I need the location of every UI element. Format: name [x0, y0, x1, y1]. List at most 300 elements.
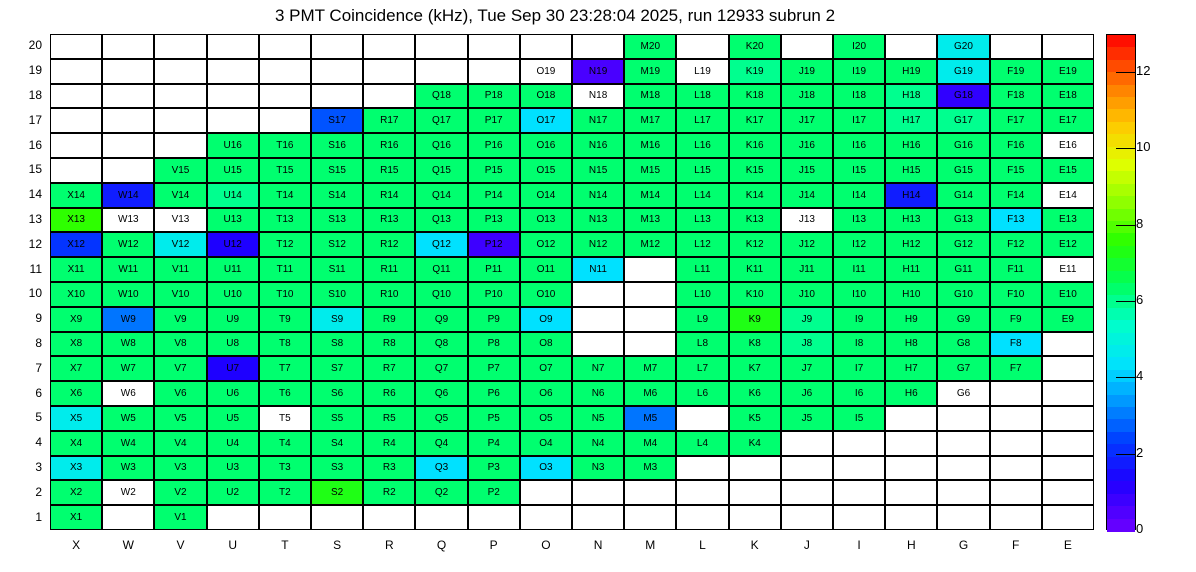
- heatmap-cell: N4: [572, 431, 624, 456]
- heatmap-cell: M19: [624, 59, 676, 84]
- colorbar-segment: [1107, 345, 1135, 358]
- heatmap-grid: [50, 34, 1094, 530]
- heatmap-cell: X1: [50, 505, 102, 530]
- heatmap-cell-empty: [1042, 431, 1094, 456]
- heatmap-cell-empty: [572, 505, 624, 530]
- heatmap-cell: J7: [781, 356, 833, 381]
- heatmap-cell: T2: [259, 480, 311, 505]
- x-axis-tick-label: P: [489, 538, 498, 552]
- heatmap-cell-empty: [885, 406, 937, 431]
- heatmap-cell: S10: [311, 282, 363, 307]
- heatmap-cell: O17: [520, 108, 572, 133]
- heatmap-cell: R12: [363, 232, 415, 257]
- heatmap-cell: T5: [259, 406, 311, 431]
- heatmap-cell: L8: [676, 332, 728, 357]
- heatmap-cell: T16: [259, 133, 311, 158]
- heatmap-cell: L7: [676, 356, 728, 381]
- heatmap-cell: G17: [937, 108, 989, 133]
- page-title: 3 PMT Coincidence (kHz), Tue Sep 30 23:28:04 2025, run 12933 subrun 2: [274, 6, 836, 25]
- heatmap-cell: V4: [154, 431, 206, 456]
- heatmap-cell-empty: [311, 59, 363, 84]
- heatmap-cell-empty: [1042, 406, 1094, 431]
- heatmap-cell: P7: [468, 356, 520, 381]
- heatmap-cell: P15: [468, 158, 520, 183]
- heatmap-cell-empty: [415, 59, 467, 84]
- heatmap-cell: Q2: [415, 480, 467, 505]
- colorbar-tick-mark: [1116, 377, 1136, 378]
- heatmap-cell-empty: [1042, 332, 1094, 357]
- heatmap-cell-empty: [676, 480, 728, 505]
- heatmap-cell: W5: [102, 406, 154, 431]
- heatmap-cell: O19: [520, 59, 572, 84]
- heatmap-cell: I16: [833, 133, 885, 158]
- colorbar-segment: [1107, 233, 1135, 246]
- colorbar-segment: [1107, 469, 1135, 482]
- heatmap-cell: K17: [729, 108, 781, 133]
- heatmap-cell: R11: [363, 257, 415, 282]
- heatmap-cell-empty: [729, 480, 781, 505]
- heatmap-cell-empty: [885, 431, 937, 456]
- colorbar-segment: [1107, 481, 1135, 494]
- y-axis-tick-label: 11: [29, 261, 42, 276]
- heatmap-cell: R5: [363, 406, 415, 431]
- colorbar-segment: [1107, 209, 1135, 222]
- heatmap-cell: Q14: [415, 183, 467, 208]
- heatmap-cell: N19: [572, 59, 624, 84]
- y-axis-tick-label: 17: [28, 112, 42, 127]
- x-axis-tick-label: Q: [436, 538, 447, 552]
- heatmap-cell: H10: [885, 282, 937, 307]
- x-axis-tick-label: E: [1063, 538, 1072, 552]
- colorbar-segment: [1107, 97, 1135, 110]
- heatmap-cell: J5: [781, 406, 833, 431]
- heatmap-cell: H9: [885, 307, 937, 332]
- heatmap-cell-empty: [154, 108, 206, 133]
- heatmap-cell: J6: [781, 381, 833, 406]
- x-axis-tick-label: T: [281, 538, 289, 552]
- heatmap-cell: T3: [259, 456, 311, 481]
- heatmap-cell: P17: [468, 108, 520, 133]
- heatmap-cell: W11: [102, 257, 154, 282]
- heatmap-cell: S13: [311, 208, 363, 233]
- heatmap-cell: K16: [729, 133, 781, 158]
- heatmap-cell: T7: [259, 356, 311, 381]
- heatmap-cell: H16: [885, 133, 937, 158]
- colorbar-segment: [1107, 283, 1135, 296]
- colorbar-segment: [1107, 134, 1135, 147]
- heatmap-cell: Q13: [415, 208, 467, 233]
- heatmap-cell: L6: [676, 381, 728, 406]
- heatmap-cell-empty: [468, 59, 520, 84]
- heatmap-cell: F15: [990, 158, 1042, 183]
- heatmap-cell: K20: [729, 34, 781, 59]
- heatmap-cell: O18: [520, 84, 572, 109]
- heatmap-cell: K14: [729, 183, 781, 208]
- heatmap-cell: K8: [729, 332, 781, 357]
- heatmap-cell: X2: [50, 480, 102, 505]
- heatmap-cell: W10: [102, 282, 154, 307]
- heatmap-cell-empty: [833, 480, 885, 505]
- heatmap-cell: R10: [363, 282, 415, 307]
- heatmap-cell-empty: [1042, 480, 1094, 505]
- heatmap-cell: U4: [207, 431, 259, 456]
- heatmap-cell: F12: [990, 232, 1042, 257]
- colorbar-tick-label: 4: [1136, 368, 1144, 384]
- heatmap-cell: K12: [729, 232, 781, 257]
- heatmap-cell: J9: [781, 307, 833, 332]
- heatmap-cell: U9: [207, 307, 259, 332]
- heatmap-cell: M15: [624, 158, 676, 183]
- heatmap-cell: N18: [572, 84, 624, 109]
- heatmap-cell-empty: [885, 505, 937, 530]
- colorbar-segment: [1107, 258, 1135, 271]
- heatmap-cell: U3: [207, 456, 259, 481]
- heatmap-cell-empty: [990, 431, 1042, 456]
- colorbar-segment: [1107, 122, 1135, 135]
- heatmap-cell: U13: [207, 208, 259, 233]
- heatmap-cell: N7: [572, 356, 624, 381]
- heatmap-cell: N6: [572, 381, 624, 406]
- heatmap-cell: H15: [885, 158, 937, 183]
- y-axis-tick-label: 15: [28, 162, 42, 177]
- heatmap-cell: R14: [363, 183, 415, 208]
- heatmap-cell: S11: [311, 257, 363, 282]
- heatmap-cell-empty: [259, 34, 311, 59]
- heatmap-cell-empty: [572, 282, 624, 307]
- heatmap-cell: E19: [1042, 59, 1094, 84]
- heatmap-cell-empty: [624, 282, 676, 307]
- heatmap-cell: X5: [50, 406, 102, 431]
- y-axis-tick-label: 7: [35, 360, 42, 375]
- heatmap-cell: P18: [468, 84, 520, 109]
- heatmap-cell: S16: [311, 133, 363, 158]
- heatmap-cell: G19: [937, 59, 989, 84]
- heatmap-cell: L13: [676, 208, 728, 233]
- heatmap-cell: J14: [781, 183, 833, 208]
- heatmap-cell: U7: [207, 356, 259, 381]
- y-axis-tick-label: 18: [28, 88, 42, 102]
- heatmap-cell-empty: [572, 307, 624, 332]
- heatmap-cell: U16: [207, 133, 259, 158]
- heatmap-cell: M7: [624, 356, 676, 381]
- heatmap-cell: J18: [781, 84, 833, 109]
- heatmap-cell-empty: [624, 257, 676, 282]
- heatmap-cell-empty: [154, 34, 206, 59]
- colorbar-tick-mark: [1116, 72, 1136, 73]
- heatmap-cell-empty: [415, 505, 467, 530]
- colorbar-segment: [1107, 60, 1135, 73]
- heatmap-cell: R2: [363, 480, 415, 505]
- heatmap-cell: G9: [937, 307, 989, 332]
- heatmap-cell: P12: [468, 232, 520, 257]
- heatmap-cell-empty: [676, 456, 728, 481]
- heatmap-cell: K4: [729, 431, 781, 456]
- heatmap-cell: O10: [520, 282, 572, 307]
- y-axis-tick-label: 13: [28, 212, 42, 226]
- heatmap-cell: S5: [311, 406, 363, 431]
- heatmap-cell-empty: [1042, 456, 1094, 481]
- heatmap-cell: H14: [885, 183, 937, 208]
- heatmap-cell-empty: [676, 505, 728, 530]
- heatmap-cell-empty: [781, 505, 833, 530]
- heatmap-cell: S7: [311, 356, 363, 381]
- heatmap-cell: V2: [154, 480, 206, 505]
- heatmap-cell-empty: [102, 59, 154, 84]
- heatmap-cell-empty: [990, 456, 1042, 481]
- heatmap-cell: E13: [1042, 208, 1094, 233]
- colorbar-segment: [1107, 395, 1135, 408]
- x-axis-tick-label: J: [803, 538, 810, 552]
- heatmap-cell-empty: [207, 84, 259, 109]
- heatmap-cell: I11: [833, 257, 885, 282]
- heatmap-cell: N16: [572, 133, 624, 158]
- colorbar-segment: [1107, 196, 1135, 209]
- heatmap-cell: U5: [207, 406, 259, 431]
- heatmap-cell: S14: [311, 183, 363, 208]
- heatmap-cell-empty: [624, 505, 676, 530]
- heatmap-cell: S2: [311, 480, 363, 505]
- heatmap-cell: E14: [1042, 183, 1094, 208]
- heatmap-cell: E17: [1042, 108, 1094, 133]
- y-axis-tick-label: 12: [28, 236, 42, 251]
- y-axis-tick-label: 6: [35, 385, 42, 400]
- heatmap-cell: H17: [885, 108, 937, 133]
- heatmap-cell: X14: [50, 183, 102, 208]
- colorbar-tick-label: 8: [1136, 215, 1144, 231]
- heatmap-cell: X6: [50, 381, 102, 406]
- heatmap-cell-empty: [363, 505, 415, 530]
- heatmap-cell-empty: [415, 34, 467, 59]
- heatmap-cell: R9: [363, 307, 415, 332]
- heatmap-cell: V5: [154, 406, 206, 431]
- heatmap-cell: V9: [154, 307, 206, 332]
- heatmap-cell: J11: [781, 257, 833, 282]
- heatmap-cell: I12: [833, 232, 885, 257]
- heatmap-cell-empty: [624, 307, 676, 332]
- heatmap-cell: L11: [676, 257, 728, 282]
- heatmap-cell: K18: [729, 84, 781, 109]
- heatmap-cell: R6: [363, 381, 415, 406]
- heatmap-cell: E18: [1042, 84, 1094, 109]
- heatmap-cell: K19: [729, 59, 781, 84]
- colorbar-segment: [1107, 85, 1135, 98]
- heatmap-cell-empty: [781, 431, 833, 456]
- heatmap-cell: E10: [1042, 282, 1094, 307]
- heatmap-cell: F18: [990, 84, 1042, 109]
- heatmap-cell: V13: [154, 208, 206, 233]
- heatmap-cell: Q12: [415, 232, 467, 257]
- x-axis-tick-label: H: [906, 538, 916, 552]
- heatmap-cell-empty: [311, 84, 363, 109]
- heatmap-cell: S3: [311, 456, 363, 481]
- heatmap-cell: X11: [50, 257, 102, 282]
- heatmap-cell: F7: [990, 356, 1042, 381]
- heatmap-cell: H18: [885, 84, 937, 109]
- heatmap-cell: T9: [259, 307, 311, 332]
- heatmap-cell: M5: [624, 406, 676, 431]
- heatmap-cell: V8: [154, 332, 206, 357]
- heatmap-cell: H19: [885, 59, 937, 84]
- colorbar-tick-label: 12: [1136, 63, 1151, 79]
- heatmap-cell: K10: [729, 282, 781, 307]
- heatmap-cell: R8: [363, 332, 415, 357]
- heatmap-cell: H6: [885, 381, 937, 406]
- colorbar-segment: [1107, 457, 1135, 470]
- heatmap-cell: P2: [468, 480, 520, 505]
- heatmap-cell: G7: [937, 356, 989, 381]
- heatmap-cell-empty: [154, 133, 206, 158]
- heatmap-cell: X10: [50, 282, 102, 307]
- heatmap-cell: O12: [520, 232, 572, 257]
- heatmap-cell: H7: [885, 356, 937, 381]
- colorbar-tick-mark: [1116, 148, 1136, 149]
- heatmap-cell: L18: [676, 84, 728, 109]
- heatmap-cell: G8: [937, 332, 989, 357]
- heatmap-cell-empty: [572, 480, 624, 505]
- heatmap-cell: E9: [1042, 307, 1094, 332]
- heatmap-cell: T14: [259, 183, 311, 208]
- heatmap-cell: S15: [311, 158, 363, 183]
- heatmap-cell: V6: [154, 381, 206, 406]
- heatmap-cell: I13: [833, 208, 885, 233]
- colorbar-tick-label: 10: [1136, 139, 1151, 155]
- heatmap-cell-empty: [937, 480, 989, 505]
- heatmap-cell-empty: [990, 480, 1042, 505]
- heatmap-cell-empty: [1042, 381, 1094, 406]
- colorbar-segment: [1107, 109, 1135, 122]
- heatmap-cell: J16: [781, 133, 833, 158]
- heatmap-cell: G6: [937, 381, 989, 406]
- heatmap-cell: V10: [154, 282, 206, 307]
- heatmap-cell-empty: [676, 406, 728, 431]
- heatmap-cell: I18: [833, 84, 885, 109]
- heatmap-cell: W2: [102, 480, 154, 505]
- colorbar-segment: [1107, 357, 1135, 370]
- heatmap-cell: M4: [624, 431, 676, 456]
- heatmap-cell: Q6: [415, 381, 467, 406]
- heatmap-cell: Q16: [415, 133, 467, 158]
- heatmap-cell: S12: [311, 232, 363, 257]
- heatmap-cell: F11: [990, 257, 1042, 282]
- heatmap-cell-empty: [102, 34, 154, 59]
- colorbar-segment: [1107, 370, 1135, 383]
- heatmap-cell: K15: [729, 158, 781, 183]
- heatmap-cell-empty: [833, 505, 885, 530]
- heatmap-cell: V12: [154, 232, 206, 257]
- heatmap-cell: R13: [363, 208, 415, 233]
- colorbar-tick-mark: [1116, 454, 1136, 455]
- heatmap-cell: X3: [50, 456, 102, 481]
- heatmap-cell: N17: [572, 108, 624, 133]
- heatmap-cell-empty: [50, 59, 102, 84]
- heatmap-cell-empty: [990, 406, 1042, 431]
- heatmap-cell-empty: [937, 431, 989, 456]
- heatmap-cell-empty: [990, 505, 1042, 530]
- y-axis-tick-label: 4: [35, 435, 42, 450]
- heatmap-cell-empty: [885, 456, 937, 481]
- heatmap-cell: R4: [363, 431, 415, 456]
- heatmap-cell: I8: [833, 332, 885, 357]
- heatmap-cell: P3: [468, 456, 520, 481]
- heatmap-cell: Q9: [415, 307, 467, 332]
- heatmap-cell: L16: [676, 133, 728, 158]
- heatmap-cell: N11: [572, 257, 624, 282]
- heatmap-cell-empty: [1042, 505, 1094, 530]
- heatmap-cell: T13: [259, 208, 311, 233]
- heatmap-cell: F14: [990, 183, 1042, 208]
- heatmap-cell: X7: [50, 356, 102, 381]
- heatmap-cell: M6: [624, 381, 676, 406]
- heatmap-cell: M12: [624, 232, 676, 257]
- heatmap-cell-empty: [676, 34, 728, 59]
- heatmap-cell: O5: [520, 406, 572, 431]
- heatmap-cell-empty: [468, 34, 520, 59]
- heatmap-cell-empty: [50, 133, 102, 158]
- heatmap-cell-empty: [624, 480, 676, 505]
- heatmap-cell: K9: [729, 307, 781, 332]
- heatmap-cell: V15: [154, 158, 206, 183]
- heatmap-cell: U8: [207, 332, 259, 357]
- heatmap-cell: T6: [259, 381, 311, 406]
- heatmap-cell: G12: [937, 232, 989, 257]
- heatmap-cell: J13: [781, 208, 833, 233]
- heatmap-cell: P8: [468, 332, 520, 357]
- heatmap-cell: L19: [676, 59, 728, 84]
- heatmap-cell-empty: [311, 505, 363, 530]
- heatmap-cell: H8: [885, 332, 937, 357]
- heatmap-cell: Q10: [415, 282, 467, 307]
- y-axis-tick-label: 16: [28, 137, 42, 152]
- heatmap-cell: P5: [468, 406, 520, 431]
- heatmap-cell: N3: [572, 456, 624, 481]
- heatmap-cell-empty: [102, 84, 154, 109]
- heatmap-cell: X13: [50, 208, 102, 233]
- heatmap-cell: X9: [50, 307, 102, 332]
- heatmap-cell-empty: [520, 480, 572, 505]
- colorbar-segment: [1107, 407, 1135, 420]
- heatmap-cell: R16: [363, 133, 415, 158]
- heatmap-cell-empty: [363, 34, 415, 59]
- heatmap-cell: K11: [729, 257, 781, 282]
- heatmap-cell: E16: [1042, 133, 1094, 158]
- heatmap-cell: E11: [1042, 257, 1094, 282]
- heatmap-cell: L14: [676, 183, 728, 208]
- heatmap-cell: L15: [676, 158, 728, 183]
- heatmap-cell: Q5: [415, 406, 467, 431]
- heatmap-cell: F8: [990, 332, 1042, 357]
- heatmap-cell: F9: [990, 307, 1042, 332]
- colorbar-segment: [1107, 271, 1135, 284]
- heatmap-cell-empty: [259, 108, 311, 133]
- x-axis-tick-label: V: [176, 538, 185, 552]
- x-axis-tick-label: X: [72, 538, 81, 552]
- heatmap-cell: G11: [937, 257, 989, 282]
- heatmap-cell-empty: [50, 158, 102, 183]
- x-axis-tick-label: F: [1012, 538, 1020, 552]
- x-axis-tick-label: W: [122, 538, 134, 552]
- heatmap-cell-empty: [363, 84, 415, 109]
- heatmap-cell: M3: [624, 456, 676, 481]
- heatmap-cell-empty: [207, 59, 259, 84]
- heatmap-cell: K13: [729, 208, 781, 233]
- y-axis-tick-label: 2: [35, 484, 42, 499]
- heatmap-cell-empty: [207, 34, 259, 59]
- heatmap-cell: I10: [833, 282, 885, 307]
- colorbar-tick-label: 2: [1136, 444, 1144, 460]
- colorbar-segment: [1107, 184, 1135, 197]
- heatmap-cell: W8: [102, 332, 154, 357]
- heatmap-cell-empty: [50, 34, 102, 59]
